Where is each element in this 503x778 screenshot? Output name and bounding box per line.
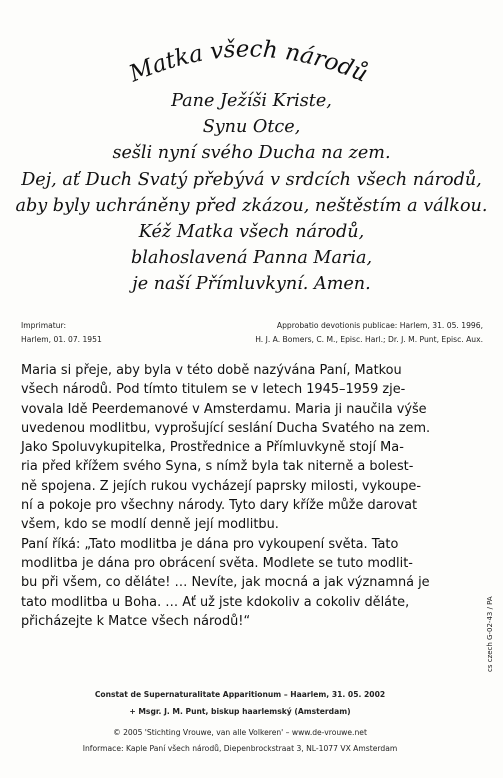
text-line: bu při všem, co děláte! … Nevíte, jak mocná a jak významná je: [21, 575, 430, 591]
text-line: tato modlitba u Boha. … Ať už jste kdokoliv a cokoliv děláte,: [21, 594, 410, 610]
text-line: Jako Spoluvykupitelka, Prostřednice a Přímluvkyně stojí Ma-: [21, 440, 404, 456]
bishop-line: + Msgr. J. M. Punt, biskup haarlemský (Amsterdam): [129, 707, 351, 716]
prayer-line: Dej, ať Duch Svatý přebývá v srdcích všech národů,: [21, 169, 482, 190]
prayer-line: Pane Ježíši Kriste,: [171, 91, 332, 111]
text-line: modlitba je dána pro obrácení světa. Modlete se tuto modlit-: [21, 555, 413, 571]
approbatio: [255, 319, 483, 346]
description-text: [21, 361, 471, 631]
approbatio-line: H. J. A. Bomers, C. M., Episc. Harl.; Dr. J. M. Punt, Episc. Aux.: [255, 334, 483, 344]
prayer-line: Kéž Matka všech národů,: [138, 222, 365, 243]
text-line: Maria si přeje, aby byla v této době nazývána Paní, Matkou: [21, 363, 402, 378]
imprimatur: [21, 319, 102, 346]
svg-text:Matka všech národů: [125, 36, 372, 87]
text-line: Paní říká: „Tato modlitba je dána pro vykoupení světa. Tato: [21, 536, 399, 552]
text-line: uvedenou modlitbu, vyprošující seslání Ducha Svatého na zem.: [21, 420, 431, 436]
text-line: přicházejte k Matce všech národů!“: [21, 613, 251, 629]
card-title-text: Matka všech národů: [125, 36, 372, 88]
info-line: Informace: Kaple Paní všech národů, Diepenbrockstraat 3, NL-1077 VX Amsterdam: [82, 744, 398, 753]
text-line: všech národů. Pod tímto titulem se v letech 1945–1959 zje-: [21, 382, 406, 398]
prayer-line: sešli nyní svého Ducha na zem.: [112, 143, 391, 164]
prayer-line: blahoslavená Panna Maria,: [130, 248, 373, 269]
prayer-text: [0, 88, 503, 298]
description-paragraph: [21, 361, 471, 535]
prayer-line: Synu Otce,: [202, 117, 301, 138]
prayer-line: je naší Přímluvkyní. Amen.: [132, 274, 371, 295]
text-line: všem, kdo se modlí denně její modlitbu.: [21, 517, 279, 533]
text-line: ně spojena. Z jejích rukou vycházejí paprsky milosti, vykoupe-: [21, 478, 421, 494]
catalog-code: cs czech G-02-43 / PA: [486, 596, 494, 672]
text-line: ria před křížem svého Syna, s nímž byla tak niterně a bolest-: [21, 459, 414, 475]
approbatio-line: Approbatio devotionis publicae: Harlem, 31. 05. 1996,: [276, 321, 483, 330]
prayer-line: aby byly uchráněny před zkázou, neštěstím a válkou.: [15, 195, 488, 216]
quote-paragraph: [21, 535, 471, 631]
imprimatur-label: Imprimatur:: [21, 321, 67, 330]
text-line: ní a pokoje pro všechny národy. Tyto dary kříže může darovat: [21, 498, 418, 514]
imprimatur-date: Harlem, 01. 07. 1951: [21, 334, 102, 344]
text-line: vovala Idě Peerdemanové v Amsterdamu. Maria ji naučila výše: [21, 401, 427, 417]
constat-line: Constat de Supernaturalitate Apparitionum – Haarlem, 31. 05. 2002: [94, 690, 386, 699]
copyright-line: © 2005 'Stichting Vrouwe, van alle Volkeren' – www.de-vrouwe.net: [113, 728, 367, 737]
